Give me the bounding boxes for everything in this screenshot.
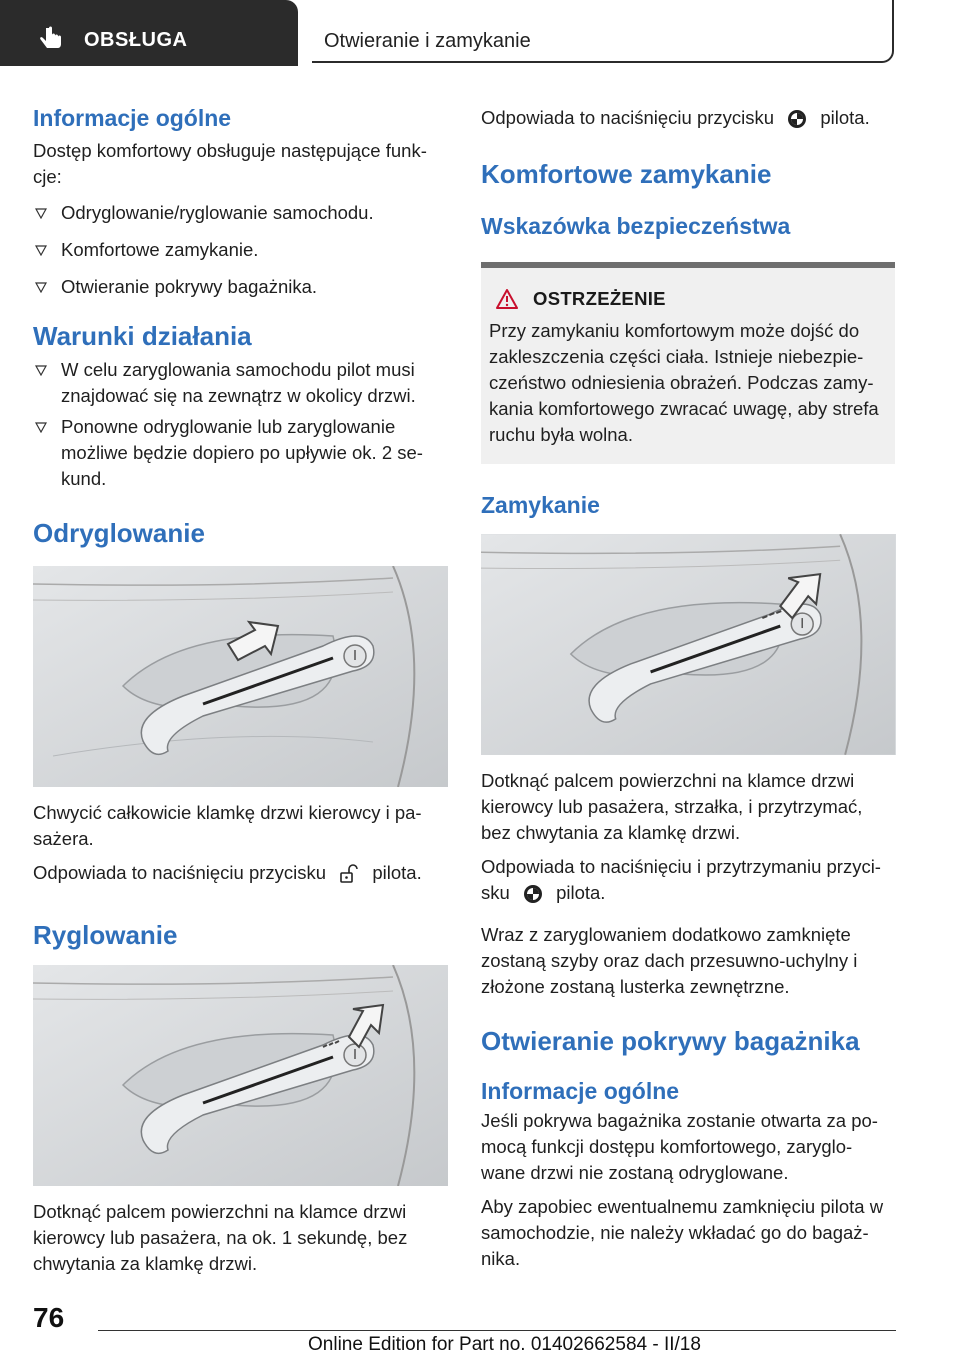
trunk-text-1: Jeśli pokrywa bagażnika zostanie otwarta za po-mocą funkcji dostępu komfortowego, zaryglo-wane drzwi nie zostaną odryglowane. <box>481 1110 878 1183</box>
footer-divider <box>98 1330 896 1331</box>
door-handle-photo-closing <box>481 534 896 755</box>
closing-extra: Wraz z zaryglowaniem dodatkowo zamknięte zostaną szyby oraz dach przesuwno-uchylny i złożone zostaną lusterka zewnętrzne. <box>481 924 858 997</box>
closing-caption: Dotknąć palcem powierzchni na klamce drzwi kierowcy lub pasażera, strzałka, i przytrzymać, bez chwytania za klamkę drzwi. <box>481 770 863 843</box>
trunk-text-2: Aby zapobiec ewentualnemu zamknięciu pilota w samochodzie, nie należy wkładać go do bagaż-nika. <box>481 1196 884 1269</box>
section-label: OBSŁUGA <box>84 29 188 51</box>
conditions-heading: Warunki działania <box>33 321 252 351</box>
bmw-logo-icon <box>523 884 543 904</box>
right-column <box>481 100 895 1272</box>
door-handle-photo-lock <box>33 965 448 1186</box>
lock-remote-text: Odpowiada to naciśnięciu przycisku pilota. <box>481 107 870 128</box>
list-item: Otwieranie pokrywy bagażnika. <box>33 274 448 300</box>
list-item: Odryglowanie/ryglowanie samochodu. <box>33 200 448 226</box>
unlock-padlock-icon <box>339 864 359 884</box>
list-item: Komfortowe zamykanie. <box>33 237 448 263</box>
warning-title: OSTRZEŻENIE <box>533 288 666 309</box>
hand-touch-icon <box>36 24 66 54</box>
list-item: W celu zaryglowania samochodu pilot musi znajdować się na zewnątrz w okolicy drzwi. <box>33 357 448 409</box>
warning-box <box>481 262 895 464</box>
section-tab <box>0 0 298 66</box>
triangle-bullet-icon <box>35 245 47 256</box>
edition-text: Online Edition for Part no. 01402662584 - II/18 <box>308 1334 701 1355</box>
door-handle-photo-unlock <box>33 566 448 787</box>
bmw-logo-icon <box>787 109 807 129</box>
list-item: Ponowne odryglowanie lub zaryglowanie możliwe będzie dopiero po upływie ok. 2 se-kund. <box>33 414 448 492</box>
chapter-tab <box>312 0 894 63</box>
trunk-info-heading: Informacje ogólne <box>481 1078 680 1104</box>
lock-caption: Dotknąć palcem powierzchni na klamce drzwi kierowcy lub pasażera, na ok. 1 sekundę, bez chwytania za klamkę drzwi. <box>33 1201 408 1274</box>
lock-heading: Ryglowanie <box>33 920 178 950</box>
warning-triangle-icon <box>495 288 519 310</box>
unlock-remote-text: Odpowiada to naciśnięciu przycisku pilota. <box>33 862 422 883</box>
safety-heading: Wskazówka bezpieczeństwa <box>481 213 791 239</box>
left-column <box>33 100 448 1277</box>
page-number: 76 <box>33 1302 65 1333</box>
info-text: Dostęp komfortowy obsługuje następujące funk-cje: <box>33 140 427 187</box>
triangle-bullet-icon <box>35 208 47 219</box>
closing-heading: Zamykanie <box>481 492 600 518</box>
conditions-list <box>33 357 448 492</box>
triangle-bullet-icon <box>35 365 47 376</box>
info-heading: Informacje ogólne <box>33 105 232 131</box>
unlock-caption: Chwycić całkowicie klamkę drzwi kierowcy i pa-sażera. <box>33 802 422 849</box>
chapter-title: Otwieranie i zamykanie <box>324 30 531 52</box>
trunk-heading: Otwieranie pokrywy bagażnika <box>481 1026 860 1056</box>
comfort-heading: Komfortowe zamykanie <box>481 159 772 189</box>
warning-header <box>489 288 887 310</box>
unlock-heading: Odryglowanie <box>33 518 205 548</box>
closing-remote-text: Odpowiada to naciśnięciu i przytrzymaniu przyci-sku pilota. <box>481 856 881 903</box>
triangle-bullet-icon <box>35 282 47 293</box>
info-list <box>33 200 448 300</box>
triangle-bullet-icon <box>35 422 47 433</box>
warning-text: Przy zamykaniu komfortowym może dojść do zakleszczenia części ciała. Istnieje niebezpie-czeństwo odniesienia obrażeń. Podczas zamy-kania komfortowego zwracać uwagę, aby strefa ruchu była wolna. <box>489 320 879 445</box>
